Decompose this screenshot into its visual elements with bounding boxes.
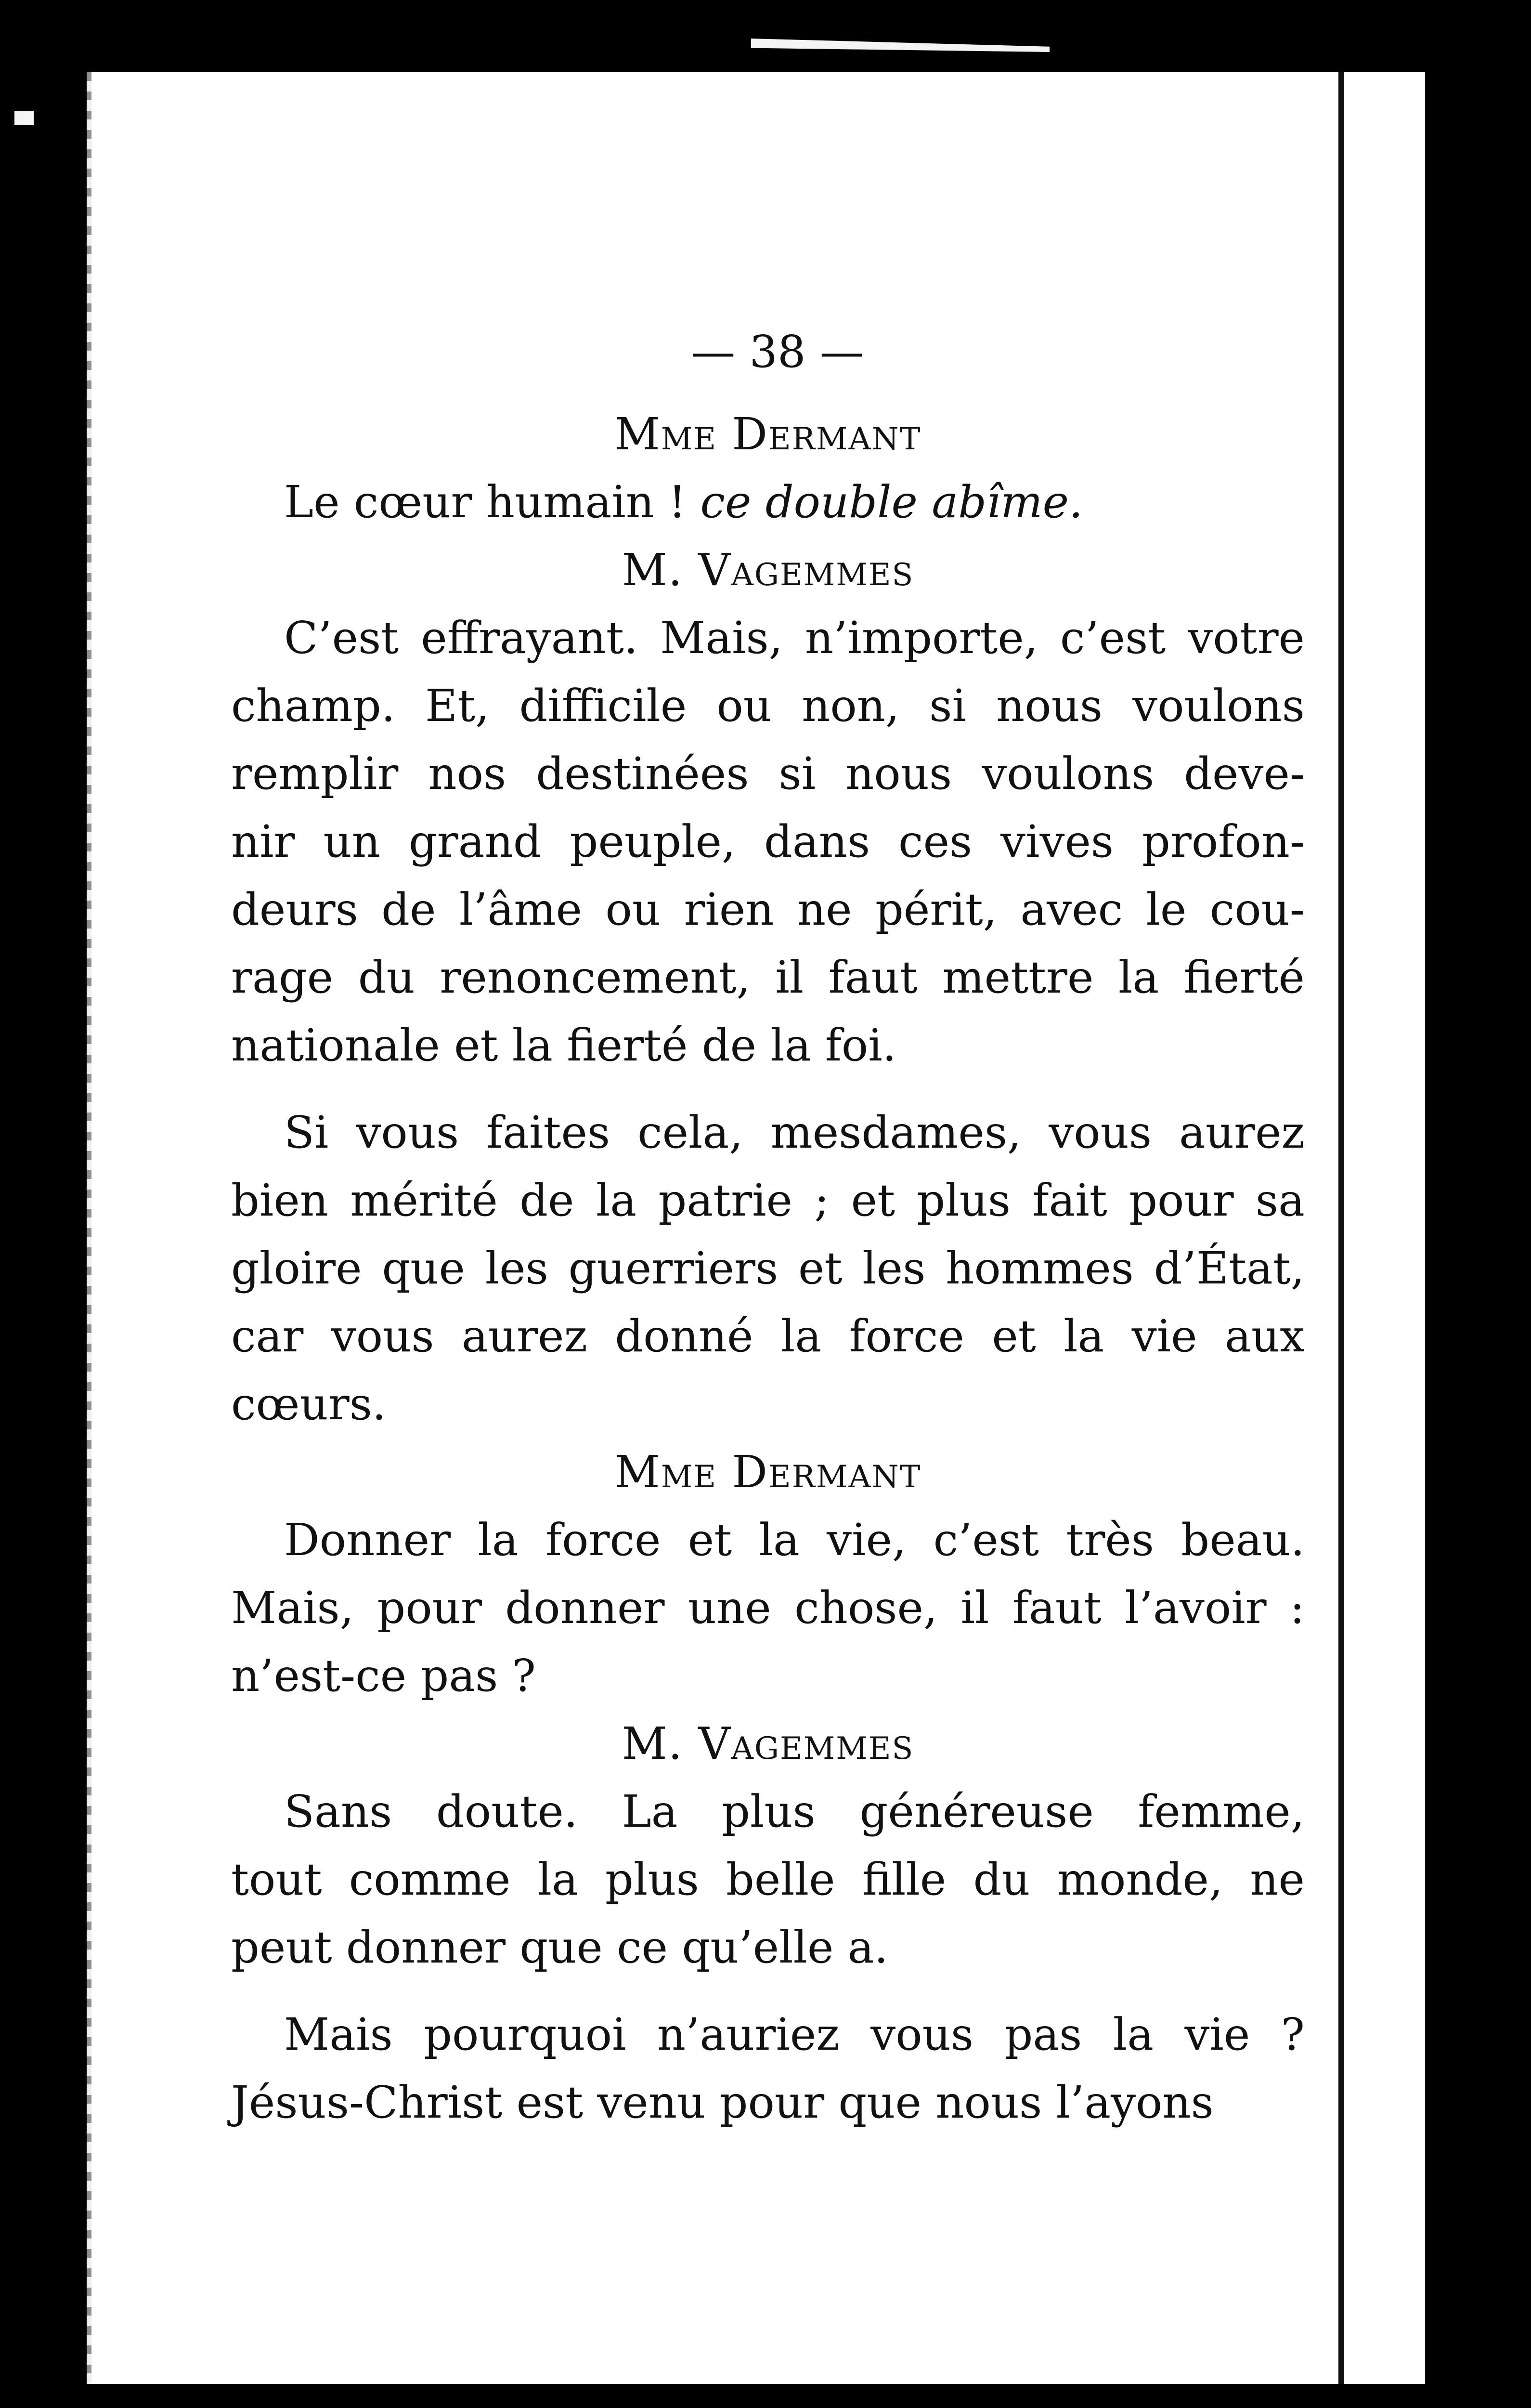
- scan-edge-mark: [751, 39, 1050, 52]
- text-line: [231, 1642, 1305, 1710]
- text-line: [231, 1370, 1305, 1438]
- text-line: [231, 1913, 1305, 1981]
- paragraph-gap: [231, 1079, 1305, 1099]
- text-line: [231, 468, 1305, 536]
- scan-edge-tab: [14, 111, 34, 125]
- page-right-border: [1338, 72, 1344, 2384]
- speaker-name: Mme Dermant: [614, 1446, 921, 1498]
- text-line: [231, 1845, 1305, 1913]
- text-run: Le cœur humain !: [284, 476, 701, 528]
- italic-text: ce double abîme.: [700, 476, 1083, 528]
- text-line: [231, 808, 1305, 876]
- text-line: [231, 2001, 1305, 2068]
- text-run: n’est-ce pas ?: [231, 1650, 536, 1701]
- text-line: [231, 1506, 1305, 1574]
- paragraph-gap: [231, 1981, 1305, 2001]
- dialogue-paragraph: [231, 1099, 1305, 1438]
- text-run: Si vous faites cela, mesdames, vous aurez: [284, 1107, 1305, 1158]
- text-run: nationale et la fierté de la foi.: [231, 1020, 896, 1071]
- text-run: Mais pourquoi n’auriez vous pas la vie ?: [284, 2009, 1305, 2060]
- text-run: peut donner que ce qu’elle a.: [231, 1922, 888, 1973]
- dialogue-paragraph: [231, 2001, 1305, 2136]
- text-run: C’est effrayant. Mais, n’importe, c’est votre: [284, 612, 1305, 664]
- dialogue-paragraph: [231, 604, 1305, 1079]
- page-text: [231, 318, 1305, 2136]
- text-line: [231, 1778, 1305, 1845]
- text-run: Mais, pour donner une chose, il faut l’avoir :: [231, 1582, 1305, 1634]
- page-number: — 38 —: [691, 326, 864, 378]
- text-line: [231, 604, 1305, 672]
- dialogue-paragraph: [231, 468, 1305, 536]
- text-run: rage du renoncement, il faut mettre la fierté: [231, 952, 1305, 1003]
- text-run: cœurs.: [231, 1378, 387, 1430]
- page-gutter-edge: [87, 72, 91, 2384]
- text-line: [231, 1234, 1305, 1302]
- speaker-name: M. Vagemmes: [622, 544, 914, 596]
- text-run: Sans doute. La plus généreuse femme,: [284, 1786, 1305, 1837]
- speaker-name: Mme Dermant: [614, 408, 921, 460]
- text-run: gloire que les guerriers et les hommes d’État,: [231, 1243, 1305, 1294]
- text-line: [231, 1302, 1305, 1370]
- text-line: [231, 1574, 1305, 1642]
- text-run: Jésus-Christ est venu pour que nous l’ayons: [231, 2077, 1214, 2128]
- text-run: remplir nos destinées si nous voulons deve-: [231, 748, 1305, 799]
- text-line: [231, 672, 1305, 740]
- text-line: [231, 876, 1305, 943]
- text-line: [231, 1099, 1305, 1166]
- text-run: nir un grand peuple, dans ces vives profon-: [231, 816, 1305, 867]
- dialogue-paragraph: [231, 1506, 1305, 1710]
- text-run: champ. Et, difficile ou non, si nous voulons: [231, 680, 1305, 732]
- text-run: car vous aurez donné la force et la vie aux: [231, 1310, 1305, 1362]
- text-run: bien mérité de la patrie ; et plus fait pour sa: [231, 1175, 1305, 1226]
- speaker-name: M. Vagemmes: [622, 1718, 914, 1769]
- text-line: [231, 740, 1305, 808]
- dialogue-body: [231, 400, 1305, 2136]
- text-run: deurs de l’âme ou rien ne périt, avec le cou-: [231, 884, 1305, 935]
- text-line: [231, 1011, 1305, 1079]
- text-run: Donner la force et la vie, c’est très beau.: [284, 1514, 1305, 1566]
- text-line: [231, 2068, 1305, 2136]
- text-line: [231, 943, 1305, 1011]
- text-line: [231, 1166, 1305, 1234]
- text-run: tout comme la plus belle fille du monde, ne: [231, 1854, 1305, 1905]
- dialogue-paragraph: [231, 1778, 1305, 1981]
